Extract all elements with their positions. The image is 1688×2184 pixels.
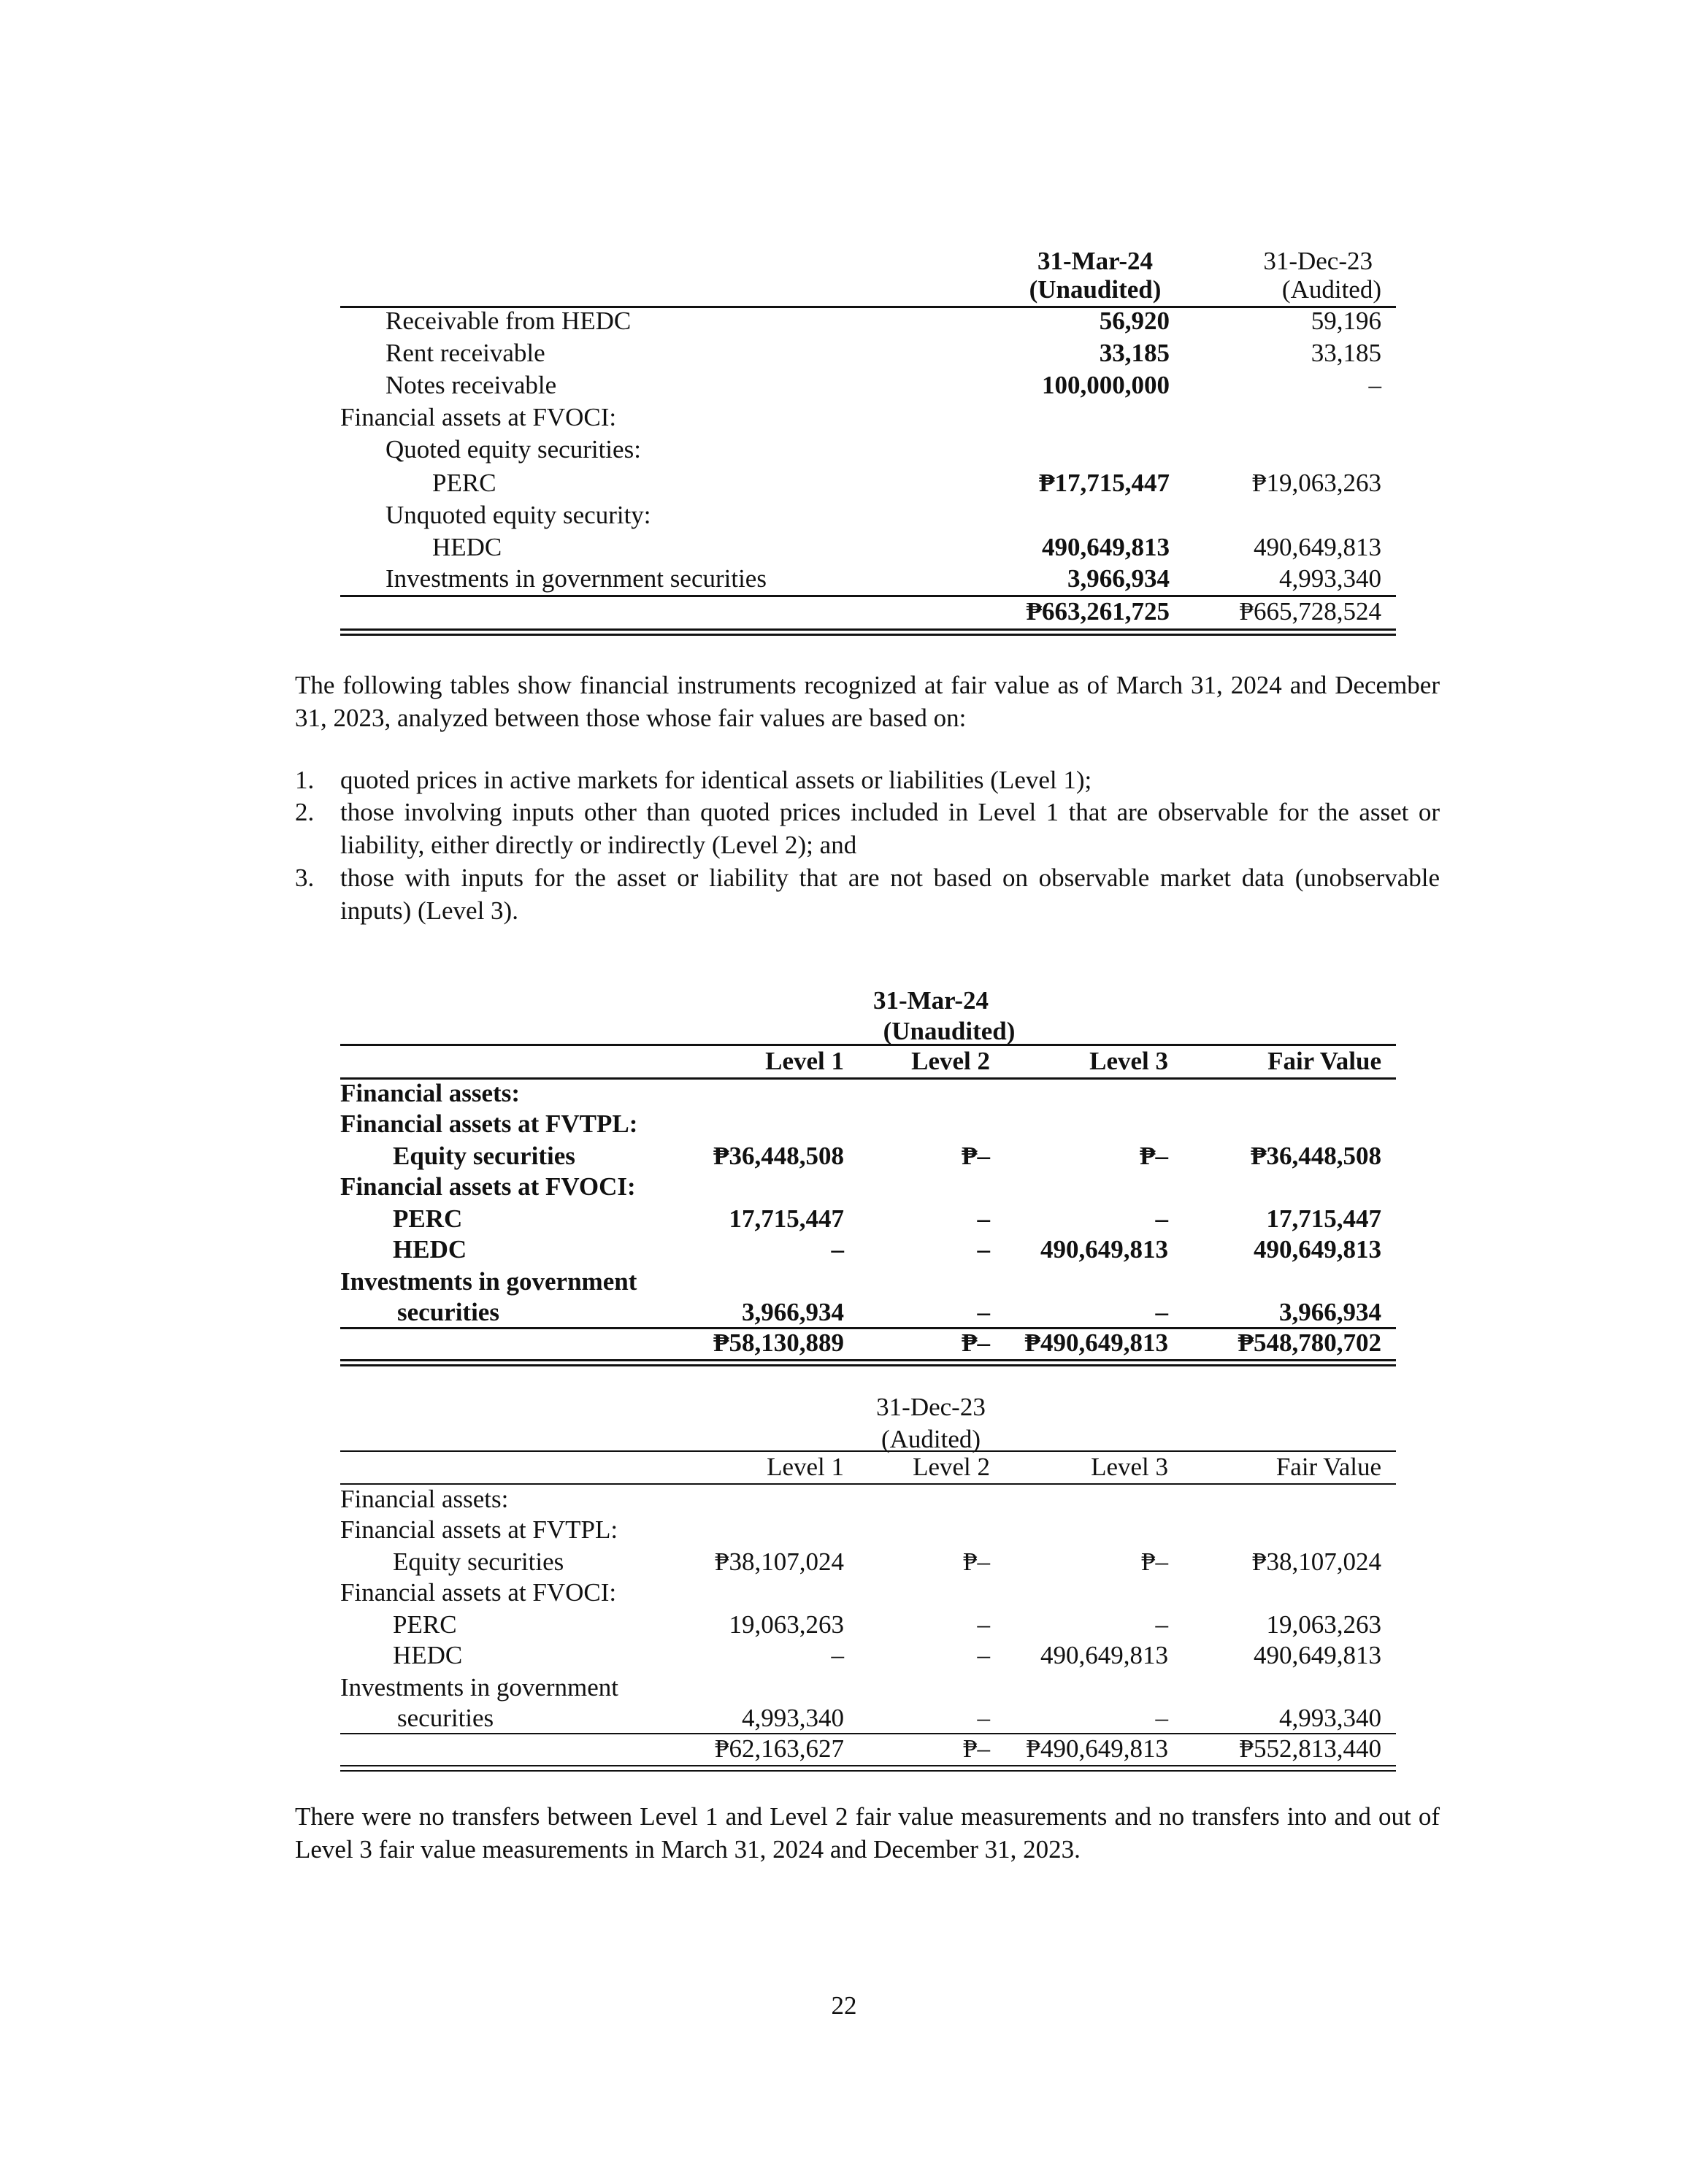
fv-col-header: Level 1 [767, 1453, 844, 1481]
fv-cell: ₱36,448,508 [1251, 1142, 1381, 1170]
fv-cell: – [1155, 1298, 1168, 1326]
fv-col-header: Fair Value [1275, 1453, 1381, 1481]
top-table-total-rule-1 [340, 628, 1396, 631]
fv-total-cell: ₱– [963, 1734, 990, 1763]
fv-cell: – [1155, 1704, 1168, 1732]
fv-row-label: Equity securities [393, 1142, 575, 1170]
fv-row-label: Financial assets at FVOCI: [340, 1578, 617, 1607]
list-item-number: 1. [295, 766, 315, 794]
col-header-mar-24: 31-Mar-24 (Unaudited) [1029, 247, 1162, 304]
fv-cell: – [977, 1610, 990, 1639]
fv-row-label: Investments in government [340, 1673, 619, 1702]
fv-total-cell: ₱548,780,702 [1238, 1329, 1381, 1357]
fv-cell: – [977, 1704, 990, 1732]
fv-cell: ₱– [1140, 1142, 1168, 1170]
top-row-v1: 100,000,000 [1042, 371, 1170, 399]
fv-cell: 3,966,934 [1279, 1298, 1381, 1326]
fv-total-cell: ₱490,649,813 [1024, 1329, 1168, 1357]
fv-cell: – [977, 1235, 990, 1264]
fv-cell: ₱– [963, 1547, 990, 1576]
fv-row-label: Equity securities [393, 1547, 564, 1576]
fv-row-label: securities [397, 1298, 499, 1326]
top-row-v1: ₱17,715,447 [1039, 469, 1170, 497]
fv-cell: ₱– [962, 1142, 990, 1170]
fv-period-header: 31-Mar-24 (Unaudited) [872, 986, 1016, 1045]
top-row-v2: 33,185 [1311, 339, 1381, 367]
top-row-v1: 3,966,934 [1067, 564, 1170, 593]
fv-cell: – [1155, 1610, 1168, 1639]
page-number: 22 [831, 1991, 857, 2020]
fv-cell: – [977, 1204, 990, 1233]
col-header-dec-23: 31-Dec-23 (Audited) [1263, 247, 1381, 304]
fv-total-cell: ₱62,163,627 [715, 1734, 844, 1763]
fv-total-rule-1 [340, 1765, 1396, 1766]
top-total-v2: ₱665,728,524 [1239, 597, 1381, 626]
top-row-label: HEDC [432, 533, 502, 561]
top-row-v2: 59,196 [1311, 307, 1381, 335]
list-item-number: 2. [295, 798, 315, 826]
list-item-number: 3. [295, 864, 315, 892]
fv-cell: 3,966,934 [742, 1298, 844, 1326]
top-row-label: Investments in government securities [385, 564, 767, 593]
fv-cell: ₱38,107,024 [715, 1547, 844, 1576]
top-row-v2: 490,649,813 [1254, 533, 1381, 561]
top-row-v1: 33,185 [1099, 339, 1170, 367]
top-row-v1: 490,649,813 [1042, 533, 1170, 561]
top-row-v2: ₱19,063,263 [1252, 469, 1381, 497]
top-table-total-rule-2 [340, 634, 1396, 636]
fv-row-label: Financial assets: [340, 1079, 520, 1107]
fv-cell: – [831, 1641, 844, 1669]
fv-cell: 4,993,340 [742, 1704, 844, 1732]
top-row-v2: – [1368, 371, 1381, 399]
fv-col-header: Level 3 [1091, 1453, 1168, 1481]
top-row-label: PERC [432, 469, 496, 497]
top-row-label: Rent receivable [385, 339, 545, 367]
fv-cell: 19,063,263 [1266, 1610, 1381, 1639]
list-item-text: quoted prices in active markets for identical assets or liabilities (Level 1); [340, 766, 1092, 794]
top-row-label: Unquoted equity security: [385, 501, 651, 529]
fv-row-label: Financial assets at FVOCI: [340, 1172, 636, 1201]
intro-paragraph: The following tables show financial instruments recognized at fair value as of March 31, 2024 and December 31, 2023, analyzed between those whose fair values are based on: [295, 671, 1440, 732]
fv-total-cell: ₱490,649,813 [1026, 1734, 1168, 1763]
fv-cell: 17,715,447 [1266, 1204, 1381, 1233]
top-row-label: Quoted equity securities: [385, 435, 641, 464]
fv-cell: – [831, 1235, 844, 1264]
fv-cell: 19,063,263 [729, 1610, 844, 1639]
fv-row-label: Financial assets at FVTPL: [340, 1110, 638, 1138]
fv-total-cell: ₱– [962, 1329, 990, 1357]
top-total-v1: ₱663,261,725 [1026, 597, 1170, 626]
top-row-label: Notes receivable [385, 371, 557, 399]
fv-cell: 4,993,340 [1279, 1704, 1381, 1732]
list-item-text: those with inputs for the asset or liability that are not based on observable market data (unobservable inputs) (Level 3). [340, 864, 1440, 925]
fv-cell: ₱36,448,508 [713, 1142, 844, 1170]
fv-total-rule-1 [340, 1359, 1396, 1361]
fv-col-header: Fair Value [1267, 1047, 1381, 1075]
fv-row-label: Financial assets: [340, 1485, 509, 1513]
fv-row-label: Financial assets at FVTPL: [340, 1515, 618, 1544]
closing-paragraph: There were no transfers between Level 1 and Level 2 fair value measurements and no transfers into and out of Level 3 fair value measurements in March 31, 2024 and December 31, 2023. [295, 1802, 1440, 1864]
fv-col-header: Level 2 [911, 1047, 990, 1075]
fv-row-label: Investments in government [340, 1267, 637, 1296]
fv-col-header: Level 1 [765, 1047, 844, 1075]
fv-cell: 17,715,447 [729, 1204, 844, 1233]
top-row-v2: 4,993,340 [1279, 564, 1381, 593]
fv-total-cell: ₱552,813,440 [1239, 1734, 1381, 1763]
fv-total-cell: ₱58,130,889 [713, 1329, 844, 1357]
fv-cell: 490,649,813 [1254, 1235, 1381, 1264]
list-item-text: those involving inputs other than quoted prices included in Level 1 that are observable for the asset or liability, either directly or indirectly (Level 2); and [340, 798, 1440, 859]
fv-cell: – [1155, 1204, 1168, 1233]
fv-row-label: HEDC [393, 1235, 467, 1264]
fv-cell: 490,649,813 [1040, 1641, 1168, 1669]
top-row-label: Financial assets at FVOCI: [340, 403, 617, 431]
top-row-v1: 56,920 [1099, 307, 1170, 335]
fv-period-rule [340, 1450, 1396, 1452]
fv-period-header: 31-Dec-23 (Audited) [876, 1393, 986, 1453]
fv-cell: 490,649,813 [1040, 1235, 1168, 1264]
fv-row-label: PERC [393, 1610, 457, 1639]
fv-col-header: Level 3 [1089, 1047, 1168, 1075]
fv-cell: – [977, 1298, 990, 1326]
fv-cell: 490,649,813 [1254, 1641, 1381, 1669]
fv-period-rule [340, 1044, 1396, 1046]
fv-cell: ₱38,107,024 [1252, 1547, 1381, 1576]
top-row-label: Receivable from HEDC [385, 307, 632, 335]
fv-cell: ₱– [1141, 1547, 1168, 1576]
fv-cell: – [977, 1641, 990, 1669]
fv-total-rule-2 [340, 1770, 1396, 1772]
fv-row-label: HEDC [393, 1641, 463, 1669]
fv-row-label: securities [397, 1704, 494, 1732]
fv-row-label: PERC [393, 1204, 463, 1233]
fv-col-header: Level 2 [913, 1453, 990, 1481]
fv-total-rule-2 [340, 1364, 1396, 1366]
